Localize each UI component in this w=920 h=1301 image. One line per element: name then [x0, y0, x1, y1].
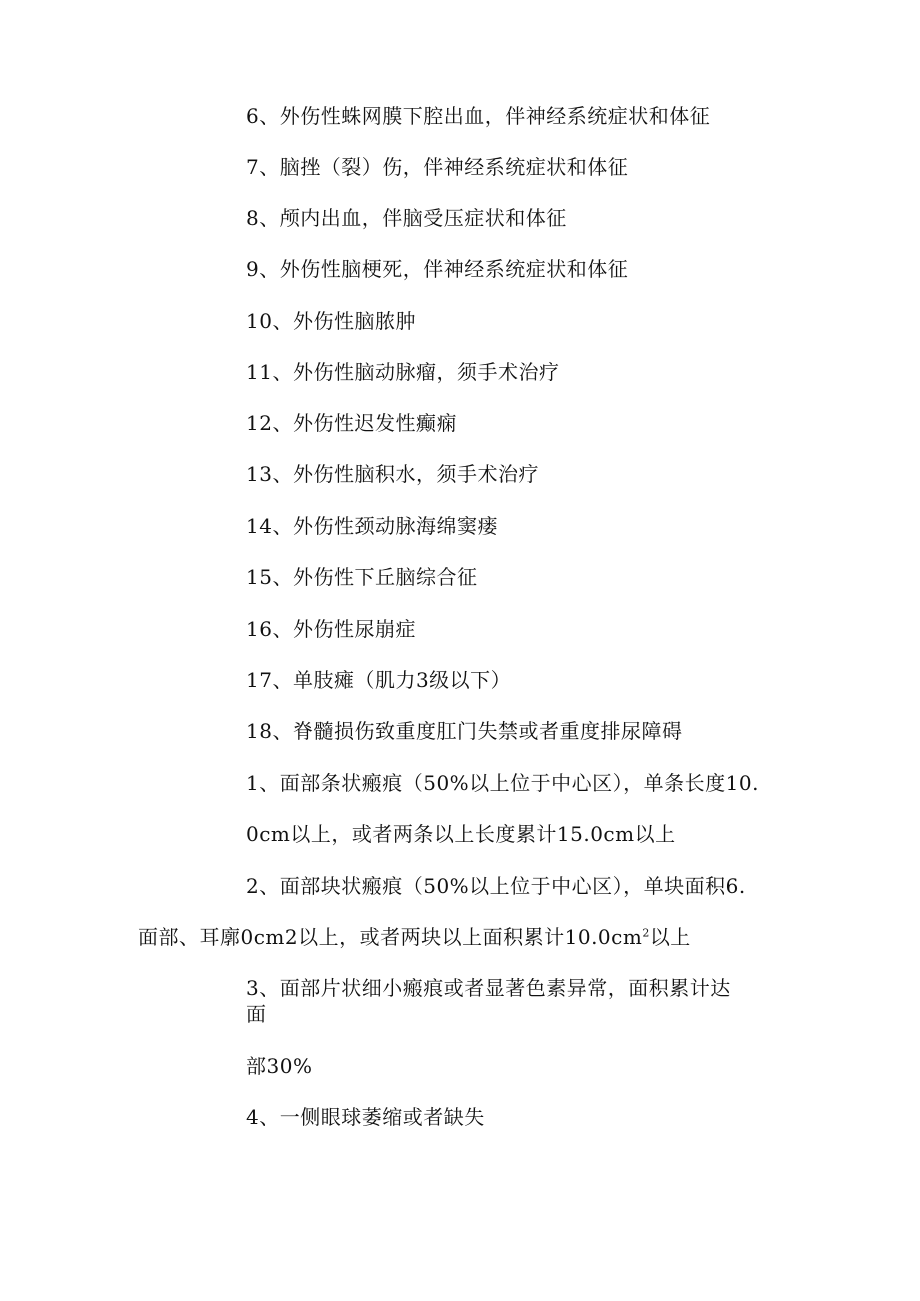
side-text: 0cm2以上，或者两块以上面积累计10.0cm [240, 925, 643, 949]
text-line: 14、外伤性颈动脉海绵窦瘘 [246, 514, 498, 538]
text-line: 7、脑挫（裂）伤，伴神经系统症状和体征 [246, 155, 629, 179]
side-label: 面部、耳廓 [138, 925, 241, 949]
text-line: 8、颅内出血，伴脑受压症状和体征 [246, 206, 567, 230]
side-label-line [138, 924, 691, 950]
text-line: 15、外伤性下丘脑综合征 [246, 565, 478, 589]
text-line: 4、一侧眼球萎缩或者缺失 [246, 1105, 485, 1129]
text-line: 12、外伤性迟发性癫痫 [246, 411, 457, 435]
text-line: 面 [246, 1002, 267, 1026]
text-line: 2、面部块状瘢痕（50%以上位于中心区），单块面积6. [246, 874, 746, 898]
side-suffix: 以上 [649, 925, 691, 949]
text-line: 11、外伤性脑动脉瘤，须手术治疗 [246, 360, 560, 384]
text-line: 17、单肢瘫（肌力3级以下） [246, 668, 512, 692]
text-line: 1、面部条状瘢痕（50%以上位于中心区），单条长度10. [246, 771, 759, 795]
text-line: 10、外伤性脑脓肿 [246, 309, 416, 333]
text-line: 13、外伤性脑积水，须手术治疗 [246, 462, 539, 486]
text-line: 6、外伤性蛛网膜下腔出血，伴神经系统症状和体征 [246, 104, 711, 128]
text-line: 部30% [246, 1054, 313, 1078]
text-line: 18、脊髓损伤致重度肛门失禁或者重度排尿障碍 [246, 719, 683, 743]
text-line: 9、外伤性脑梗死，伴神经系统症状和体征 [246, 257, 629, 281]
text-line: 0cm以上，或者两条以上长度累计15.0cm以上 [246, 822, 676, 846]
text-line: 3、面部片状细小瘢痕或者显著色素异常，面积累计达 [246, 976, 731, 1000]
superscript: 2 [642, 926, 650, 940]
text-line: 16、外伤性尿崩症 [246, 617, 416, 641]
